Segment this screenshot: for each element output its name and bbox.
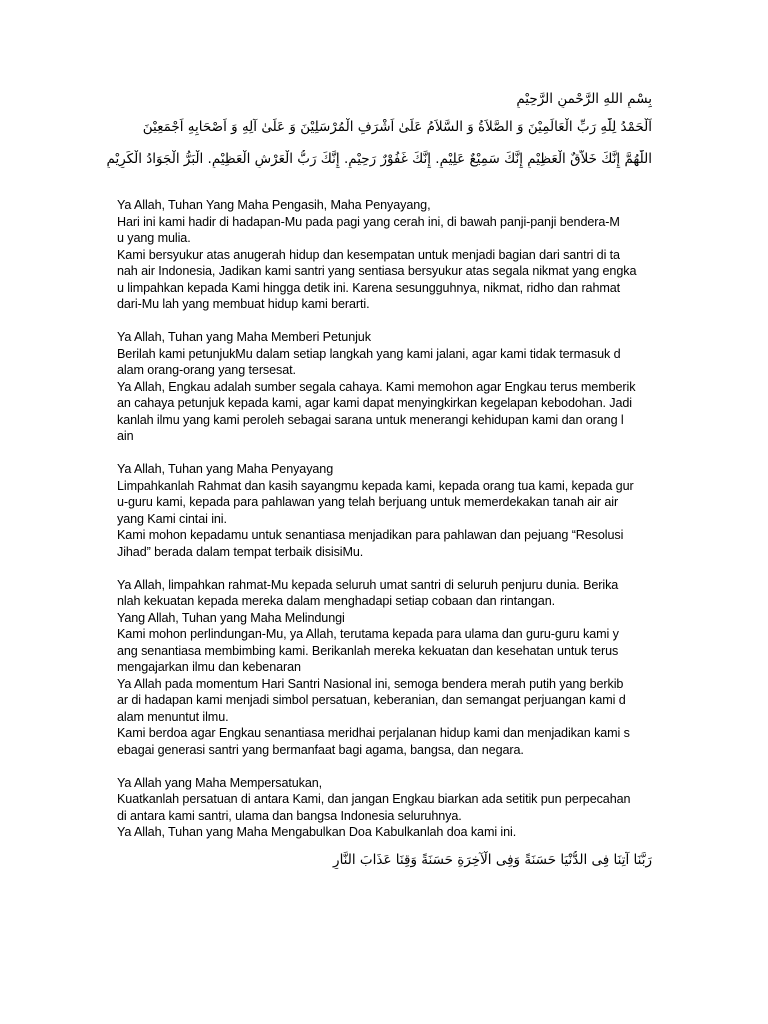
section-penyayang [117,461,657,560]
body-line: u yang mulia. [117,231,191,245]
body-line: Berilah kami petunjukMu dalam setiap langkah yang kami jalani, agar kami tidak termasuk d [117,346,621,361]
arabic-closing-prayer: رَبَّنَا آتِنَا فِى الدُّنْيَا حَسَنَةً وَفِى الْآخِرَةِ حَسَنَةً وَقِنَا عَذَابَ النَّارِ [333,852,652,868]
body-line: Kuatkanlah persatuan di antara Kami, dan jangan Engkau biarkan ada setitik pun perpecahan [117,792,631,806]
body-line: Kami berdoa agar Engkau senantiasa meridhai perjalanan hidup kami dan menjadikan kami s [117,726,630,740]
body-line: alam menuntut ilmu. [117,709,229,724]
prayer-body [117,197,657,857]
body-line: Ya Allah, limpahkan rahmat-Mu kepada seluruh umat santri di seluruh penjuru dunia. Berika [117,577,619,592]
body-line: Kami mohon kepadamu untuk senantiasa menjadikan para pahlawan dan pejuang “Resolusi [117,528,624,542]
body-line: ang senantiasa membimbing kami. Berikanlah mereka kekuatan dan kesehatan untuk terus [117,643,619,658]
body-line: Ya Allah, Engkau adalah sumber segala cahaya. Kami memohon agar Engkau terus memberik [117,379,636,394]
body-line: nah air Indonesia, Jadikan kami santri yang sentiasa bersyukur atas segala nikmat yang engka [117,264,637,278]
body-line: Kami bersyukur atas anugerah hidup dan kesempatan untuk menjadi bagian dari santri di ta [117,247,620,262]
body-line: ar di hadapan kami menjadi simbol persatuan, keberanian, dan semangat perjuangan kami d [117,693,626,707]
body-line: an cahaya petunjuk kepada kami, agar kami dapat menyingkirkan kegelapan kebodohan. Jadi [117,396,632,410]
body-line: Limpahkanlah Rahmat dan kasih sayangmu kepada kami, kepada orang tua kami, kepada gur [117,478,634,493]
body-line: ain [117,429,134,443]
arabic-basmala: بِسْمِ اللهِ الرَّحْمنِ الرَّحِيْمِ [516,91,652,107]
section-heading: Yang Allah, Tuhan yang Maha Melindungi [117,610,345,625]
body-line: Kami mohon perlindungan-Mu, ya Allah, terutama kepada para ulama dan guru-guru kami y [117,627,619,641]
body-line: ebagai generasi santri yang bermanfaat bagi agama, bangsa, dan negara. [117,742,524,757]
body-line: di antara kami santri, ulama dan bangsa Indonesia seluruhnya. [117,808,462,823]
section-heading: Ya Allah, Tuhan yang Maha Penyayang [117,462,334,476]
section-heading: Ya Allah, Tuhan yang Maha Memberi Petunjuk [117,330,371,344]
body-line: u-guru kami, kepada para pahlawan yang telah berjuang untuk memerdekakan tanah air air [117,495,619,509]
body-line: kanlah ilmu yang kami peroleh sebagai sarana untuk menerangi kehidupan kami dan orang l [117,412,624,427]
body-line: nlah kekuatan kepada mereka dalam menghadapi setiap cobaan dan rintangan. [117,594,555,608]
arabic-opening-prayer: اللّٰهُمَّ إِنَّكَ خَلاَّقٌ الْعَظِيْمِ إِنَّكَ سَمِيْعٌ عَلِيْمٍ. إِنَّكَ غَفُوْرٌ رَحِيْمٍ. إِنَّكَ رَبُّ الْعَرْشِ الْعَظِيْمِ. الْبَرُّ الْجَوَادُ الْكَرِيْمِ [106,151,652,167]
section-heading: Ya Allah yang Maha Mempersatukan, [117,775,323,790]
body-line: mengajarkan ilmu dan kebenaran [117,660,301,674]
section-mempersatukan [117,775,657,841]
section-pengasih [117,197,657,313]
arabic-hamdalah: اَلْحَمْدُ لِلّٰهِ رَبِّ الْعَالَمِيْنَ وَ الصَّلاَةُ وَ السَّلاَمُ عَلَىٰ اَشْرَفِ الْمُرْسَلِيْنَ وَ عَلَىٰ آلِهِ وَ اَصْحَابِهِ اَجْمَعِيْنَ [142,119,652,135]
body-line: Jihad” berada dalam tempat terbaik disisiMu. [117,544,364,559]
section-melindungi [117,577,657,759]
body-line: dari-Mu lah yang membuat hidup kami berarti. [117,297,370,311]
body-line: Hari ini kami hadir di hadapan-Mu pada pagi yang cerah ini, di bawah panji-panji bendera-M [117,214,620,229]
section-heading: Ya Allah, Tuhan Yang Maha Pengasih, Maha Penyayang, [117,198,431,212]
body-line: Ya Allah, Tuhan yang Maha Mengabulkan Doa Kabulkanlah doa kami ini. [117,825,517,839]
body-line: yang Kami cintai ini. [117,511,227,526]
body-line: Ya Allah pada momentum Hari Santri Nasional ini, semoga bendera merah putih yang berkib [117,676,624,691]
body-line: alam orang-orang yang tersesat. [117,363,296,377]
body-line: u limpahkan kepada Kami hingga detik ini. Karena sesungguhnya, nikmat, ridho dan rahmat [117,280,621,295]
section-petunjuk [117,329,657,445]
